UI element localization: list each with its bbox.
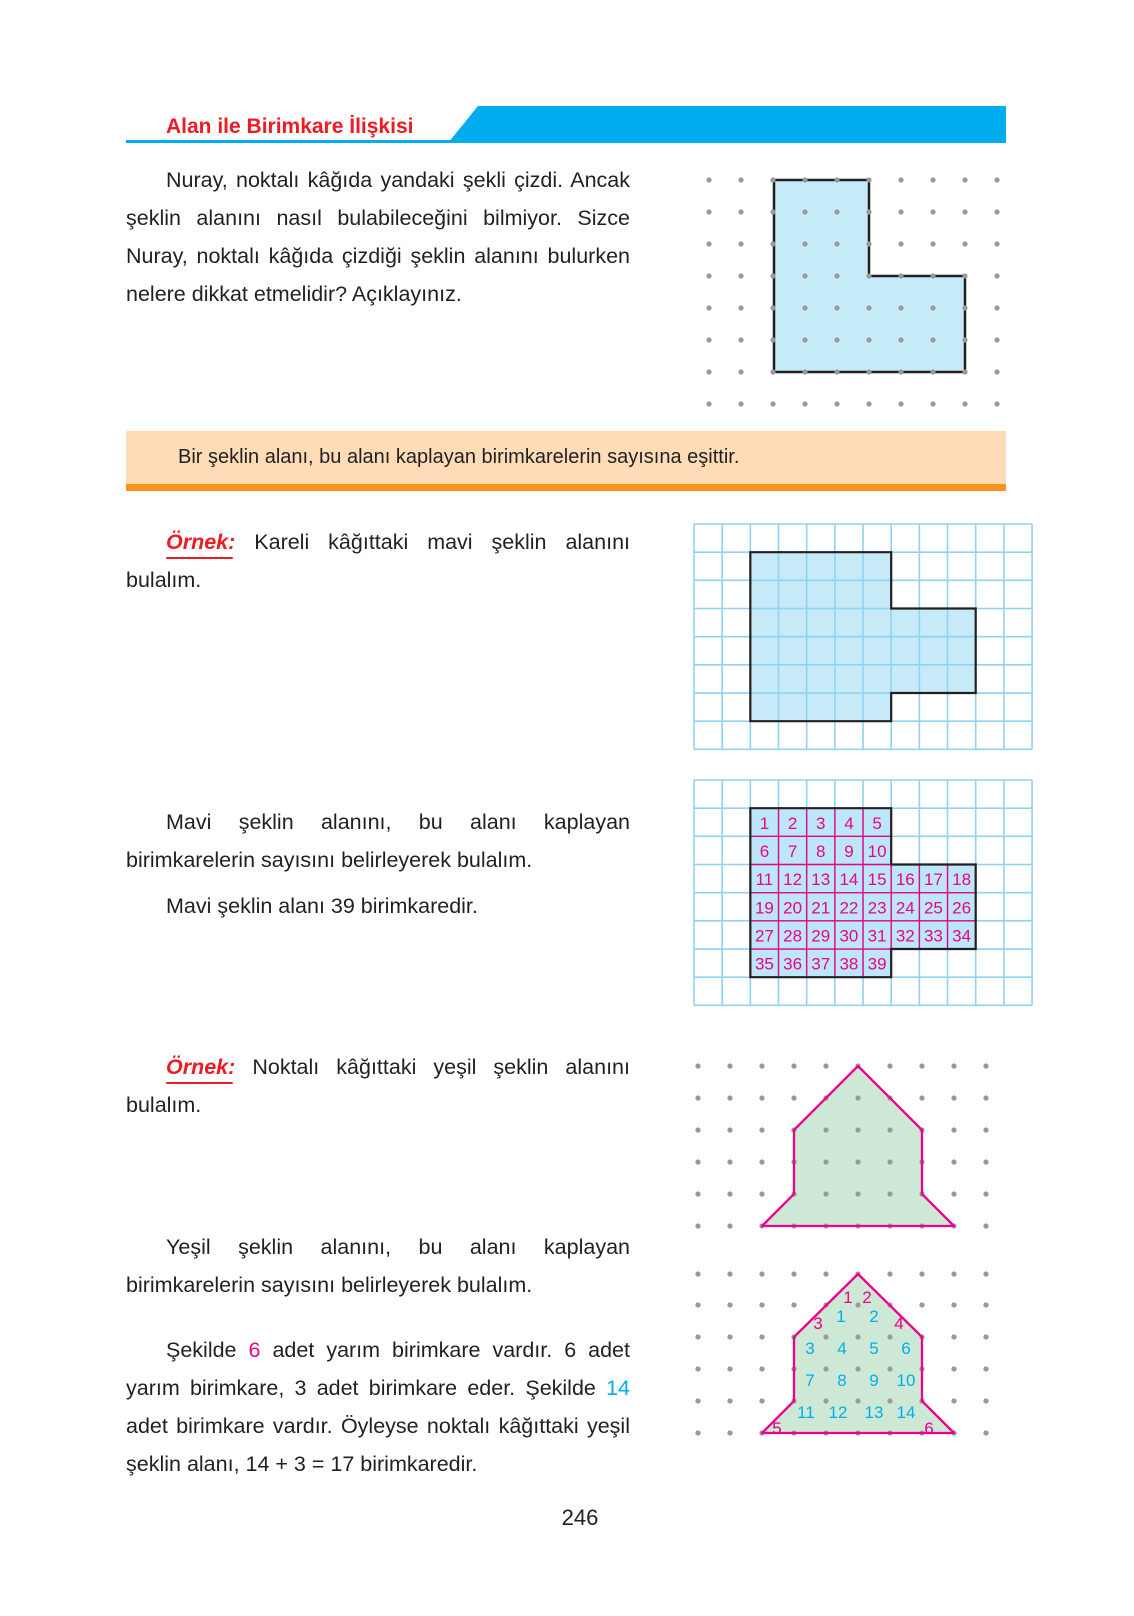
cell-number: 10: [867, 841, 887, 861]
cell-number: 16: [895, 870, 915, 890]
area-label: 13: [864, 1403, 884, 1422]
dot-paper-l-shape-figure: [690, 160, 1020, 420]
half-count: 6: [248, 1338, 261, 1362]
example2-explain-text: Yeşil şeklin alanını, bu alanı kaplayan birimkarelerin sayısını belirleyerek bulalım.: [126, 1235, 630, 1297]
conclusion-text: adet birimkare vardır. Öyleyse noktalı kâğıttaki yeşil şeklin alanı, 14 + 3 = 17 birimkaredir.: [126, 1414, 630, 1476]
cell-number: 22: [839, 898, 859, 918]
cell-number: 31: [867, 926, 887, 946]
page-number: 246: [561, 1505, 599, 1530]
area-label: 3: [813, 1314, 823, 1333]
cell-number: 3: [816, 813, 826, 833]
cell-number: 24: [895, 898, 915, 918]
conclusion-text: adet yarım birimkare vardır. 6 adet yarım birimkare, 3 adet birimkare eder. Şekilde: [126, 1338, 630, 1400]
cell-number: 11: [755, 870, 774, 890]
dot-paper-house-figures: [690, 1055, 1020, 1455]
cell-number: 30: [839, 926, 859, 946]
cell-number: 19: [754, 898, 774, 918]
cell-number: 26: [952, 898, 972, 918]
section-header-banner: [448, 106, 1006, 143]
intro-paragraph: [126, 161, 630, 313]
area-label: 2: [862, 1288, 872, 1307]
area-label: 6: [924, 1419, 934, 1438]
cell-number: 18: [952, 870, 972, 890]
area-label: 12: [828, 1403, 848, 1422]
cell-number: 4: [844, 813, 854, 833]
cell-number: 28: [783, 926, 803, 946]
cell-number: 14: [839, 870, 859, 890]
cell-number: 15: [867, 870, 887, 890]
cell-number: 17: [923, 870, 943, 890]
example-label: Örnek:: [166, 1055, 236, 1079]
example1-text: Kareli kâğıttaki mavi şeklin alanını bulalım.: [126, 530, 630, 592]
section-title: Alan ile Birimkare İlişkisi: [166, 115, 414, 138]
cell-number: 13: [811, 870, 831, 890]
cell-number: 27: [754, 926, 774, 946]
cell-number: 34: [952, 926, 972, 946]
cell-number: 2: [787, 813, 798, 833]
example1-prompt: [126, 523, 630, 599]
example2-prompt: [126, 1048, 630, 1124]
cell-number: 5: [872, 813, 882, 833]
cell-number: 8: [816, 841, 826, 861]
cell-number: 37: [811, 954, 831, 974]
area-label: 6: [901, 1339, 911, 1358]
cell-number: 9: [844, 841, 854, 861]
cell-number: 36: [783, 954, 803, 974]
area-label: 1: [836, 1307, 846, 1326]
area-label: 9: [869, 1371, 879, 1390]
cell-number: 23: [867, 898, 887, 918]
area-label: 5: [869, 1339, 879, 1358]
full-count: 14: [606, 1376, 630, 1400]
area-label: 4: [894, 1314, 904, 1333]
area-label: 8: [837, 1371, 847, 1390]
conclusion-text: Şekilde: [166, 1338, 249, 1362]
cell-number: 21: [811, 898, 831, 918]
example-label: Örnek:: [166, 530, 236, 554]
cell-number: 33: [923, 926, 943, 946]
cell-number: 32: [895, 926, 915, 946]
cell-number: 20: [783, 898, 803, 918]
area-label: 10: [896, 1371, 916, 1390]
cell-number: 39: [867, 954, 887, 974]
example1-result-text: Mavi şeklin alanı 39 birimkaredir.: [166, 894, 478, 918]
area-label: 7: [805, 1371, 815, 1390]
square-grid: [694, 524, 1032, 749]
intro-text: Nuray, noktalı kâğıda yandaki şekli çizdi. Ancak şeklin alanını nasıl bulabileceğini bilmiyor. Sizce Nuray, noktalı kâğıda çizdiği şeklin alanını bulurken nelere dikkat etmelidir? Açıklayınız.: [126, 168, 630, 306]
example1-explain-text: Mavi şeklin alanını, bu alanı kaplayan birimkarelerin sayısını belirleyerek bulalım.: [126, 810, 630, 872]
area-label: 11: [797, 1403, 815, 1422]
grid-paper-figures: [690, 520, 1040, 1010]
area-label: 14: [896, 1403, 916, 1422]
cell-number: 29: [811, 926, 831, 946]
cell-number: 7: [787, 841, 798, 861]
area-label: 4: [837, 1339, 847, 1358]
example2-text: Noktalı kâğıttaki yeşil şeklin alanını bulalım.: [126, 1055, 630, 1117]
example2-conclusion: [126, 1331, 630, 1483]
cell-number: 25: [923, 898, 943, 918]
cell-number: 12: [783, 870, 803, 890]
area-label: 3: [805, 1339, 815, 1358]
example1-result: [126, 887, 630, 925]
cell-number: 38: [839, 954, 859, 974]
definition-text: Bir şeklin alanı, bu alanı kaplayan birimkarelerin sayısına eşittir.: [178, 446, 740, 468]
area-label: 1: [843, 1288, 853, 1307]
area-label: 5: [772, 1419, 782, 1438]
definition-box-bar: [126, 484, 1006, 491]
example2-explain: [126, 1228, 630, 1304]
area-label: 2: [869, 1307, 879, 1326]
cell-number: 6: [759, 841, 770, 861]
cell-number: 1: [759, 813, 770, 833]
cell-number: 35: [754, 954, 774, 974]
example1-explain: [126, 803, 630, 879]
